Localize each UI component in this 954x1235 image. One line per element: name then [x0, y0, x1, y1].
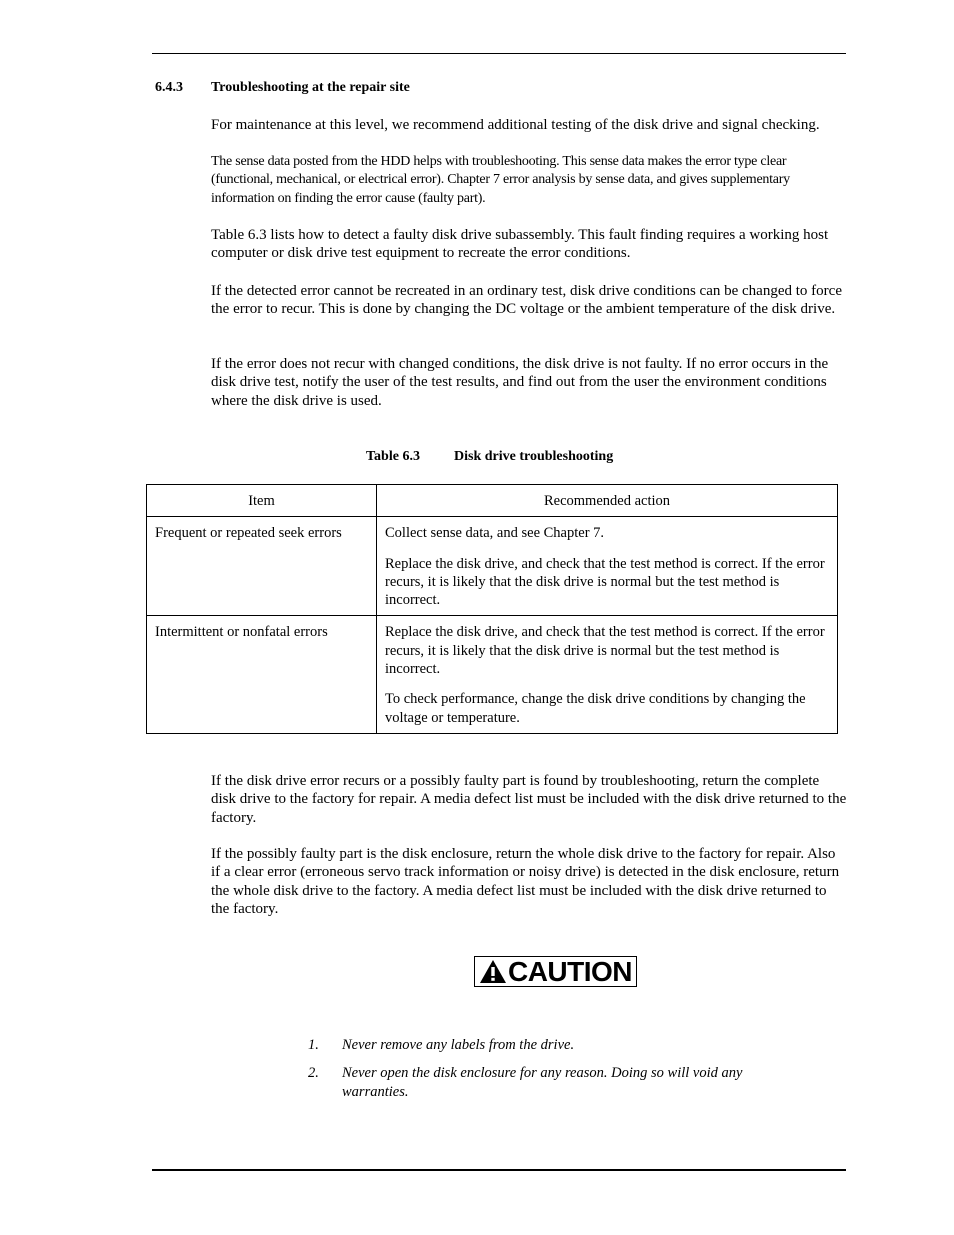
table-caption-title: Disk drive troubleshooting [454, 449, 614, 464]
warning-triangle-icon [479, 959, 507, 984]
action-text: Replace the disk drive, and check that the test method is correct. If the error recurs, it is likely that the disk drive is normal but the test method is incorrect. [385, 555, 825, 609]
list-item [308, 1036, 778, 1054]
section-number: 6.4.3 [155, 80, 183, 95]
troubleshooting-table [146, 484, 838, 734]
table-row [147, 616, 838, 733]
action-text: To check performance, change the disk drive conditions by changing the voltage or temperature. [385, 691, 806, 726]
table-header-action: Recommended action [377, 485, 838, 517]
paragraph: Table 6.3 lists how to detect a faulty disk drive subassembly. This fault finding requires a working host computer or disk drive test equipment to recreate the error conditions. [211, 227, 829, 262]
list-item-text: Never remove any labels from the drive. [342, 1037, 575, 1053]
table-header-item: Item [147, 485, 377, 517]
paragraph: If the possibly faulty part is the disk enclosure, return the whole disk drive to the factory for repair. Also if a clear error (erroneous servo track information or noisy drive) is detected in the disk enclosure, return the whole disk drive to the factory. A media defect list must be included with the disk drive returned to the factory. [211, 846, 840, 917]
section-title: Troubleshooting at the repair site [211, 80, 410, 95]
table-cell-action [377, 616, 838, 733]
table-caption-number: Table 6.3 [366, 449, 420, 464]
action-text: Collect sense data, and see Chapter 7. [385, 525, 605, 542]
list-item-number: 2. [308, 1065, 319, 1082]
paragraph: The sense data posted from the HDD helps with troubleshooting. This sense data makes the error type clear (functional, mechanical, or electrical error). Chapter 7 error analysis by sense data, and gives supplementary information on finding the error cause (faulty part). [211, 154, 790, 206]
table-row [147, 517, 838, 616]
paragraph: If the error does not recur with changed conditions, the disk drive is not faulty. If no error occurs in the disk drive test, notify the user of the test results, and find out from the user the environment conditions where the disk drive is used. [211, 356, 829, 409]
table-cell-action [377, 517, 838, 616]
footer-rule [152, 1169, 846, 1171]
list-item-text: Never open the disk enclosure for any reason. Doing so will void any warranties. [342, 1065, 743, 1100]
table-cell-item: Intermittent or nonfatal errors [147, 616, 377, 733]
caution-banner [474, 956, 637, 987]
paragraph: If the disk drive error recurs or a possibly faulty part is found by troubleshooting, return the complete disk drive to the factory for repair. A media defect list must be included with the disk drive returned to the factory. [211, 773, 847, 826]
action-text: Replace the disk drive, and check that the test method is correct. If the error recurs, it is likely that the disk drive is normal but the test method is incorrect. [385, 624, 825, 678]
header-rule [152, 53, 846, 54]
list-item [308, 1064, 778, 1101]
table-header-row [147, 485, 838, 517]
list-item-number: 1. [308, 1037, 319, 1053]
caution-label: CAUTION [507, 955, 633, 987]
paragraph: For maintenance at this level, we recommend additional testing of the disk drive and signal checking. [211, 117, 820, 133]
caution-list [308, 1036, 778, 1111]
section-heading [155, 79, 410, 97]
paragraph: If the detected error cannot be recreated in an ordinary test, disk drive conditions can be changed to force the error to recur. This is done by changing the DC voltage or the ambient temperature of the disk drive. [211, 283, 842, 318]
table-cell-item: Frequent or repeated seek errors [147, 517, 377, 616]
table-caption [366, 448, 613, 466]
